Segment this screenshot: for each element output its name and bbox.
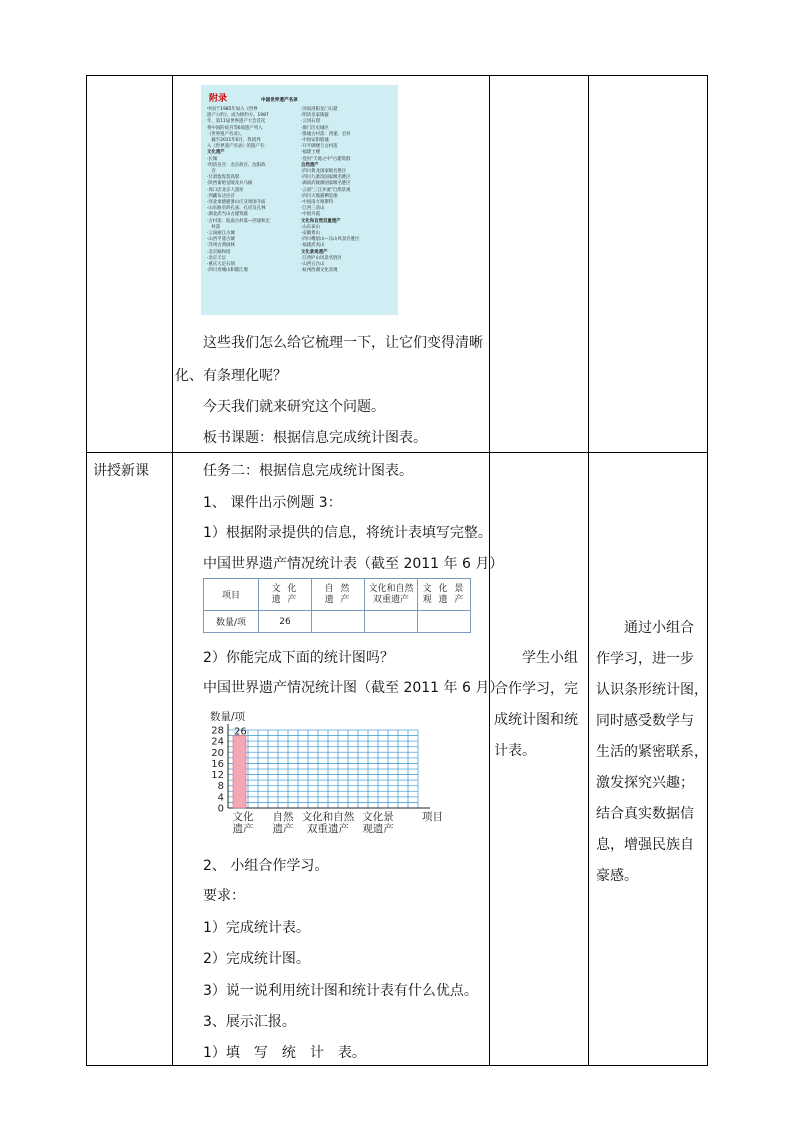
- appendix-image: [201, 85, 398, 315]
- y-tick-label: 24: [211, 736, 224, 748]
- appendix-line: ·四川大熊猫栖息地: [301, 193, 338, 199]
- y-tick-label: 28: [211, 725, 224, 737]
- requirement-2: 2）完成统计图。: [203, 951, 310, 967]
- appendix-line: ·云冈石窟: [301, 119, 320, 125]
- appendix-line: ·明清皇宫：北京故宫、沈阳故: [207, 162, 266, 168]
- section-label: 讲授新课: [93, 463, 149, 479]
- appendix-line: 将中国的故宫等6项遗产列入: [207, 125, 263, 131]
- appendix-line: ·山西五台山: [301, 262, 325, 268]
- x-tick-label: 自然: [272, 811, 294, 823]
- table-divider-1: [172, 75, 173, 1066]
- appendix-line: ·澳门历史城区: [301, 125, 329, 131]
- appendix-line: 入《世界遗产名录》的遗产有：: [207, 144, 269, 150]
- y-tick-label: 16: [211, 758, 224, 770]
- appendix-line: ·福建武夷山: [301, 243, 325, 249]
- appendix-line: ·山东泰山: [301, 224, 320, 230]
- step-2: 2、 小组合作学习。: [203, 858, 329, 874]
- appendix-line: 自然遗产: [301, 162, 319, 168]
- appendix-line: ·北京天坛: [207, 255, 226, 261]
- appendix-line: 文化遗产: [207, 150, 225, 156]
- design-intent-line: 息，增强民族自: [596, 837, 694, 853]
- y-tick-label: 12: [211, 770, 224, 782]
- task-title: 任务二：根据信息完成统计图表。: [203, 463, 413, 479]
- appendix-line: ·江西庐山风景名胜区: [301, 255, 342, 261]
- table-border-bottom: [86, 1065, 708, 1066]
- appendix-line: ·苏州古典园林: [207, 243, 235, 249]
- stat-cell-natural[interactable]: [312, 611, 365, 633]
- appendix-line: ·江西三清山: [301, 206, 325, 212]
- stat-head-landscape: 文 化 景 观 遗 产: [418, 579, 471, 611]
- appendix-label: 附录: [209, 94, 228, 104]
- stat-cell-mixed[interactable]: [365, 611, 418, 633]
- chart-title: 中国世界遗产情况统计图（截至 2011 年 6 月）: [203, 680, 504, 696]
- appendix-line: ·安徽黄山: [301, 231, 320, 237]
- appendix-line: ·河南洛阳龙门石窟: [301, 107, 338, 112]
- step-1: 1、 课件出示例题 3：: [203, 495, 342, 511]
- appendix-line: 截至2011年6月，我国列: [207, 138, 261, 144]
- appendix-line: ·山西平遥古城: [207, 237, 235, 243]
- table-row-divider: [86, 452, 708, 453]
- student-activity-line: 计表。: [494, 743, 536, 759]
- student-activity-line: 学生小组: [522, 650, 578, 666]
- appendix-line: ·周口店北京人遗址: [207, 187, 244, 193]
- appendix-line: ·云南丽江古城: [207, 231, 235, 237]
- y-tick-label: 20: [211, 747, 224, 759]
- question-1: 1）根据附录提供的信息，将统计表填写完整。: [203, 525, 492, 541]
- question-2: 2）你能完成下面的统计图吗？: [203, 650, 394, 666]
- data-label: 26: [234, 726, 247, 738]
- appendix-line: ·湖北武当山古建筑群: [207, 212, 248, 218]
- design-intent-line: 通过小组合: [624, 620, 694, 636]
- x-tick-label: 双重遗产: [307, 823, 349, 835]
- appendix-line: ·四川青城山和都江堰: [207, 268, 248, 274]
- intro-line-1: 这些我们怎么给它梳理一下，让它们变得清晰: [203, 335, 483, 351]
- appendix-line: ·开平碉楼与古村落: [301, 144, 338, 150]
- stat-head-cultural: 文 化 遗 产: [259, 579, 312, 611]
- stat-cell-landscape[interactable]: [418, 611, 471, 633]
- appendix-line: ·中国丹霞: [301, 212, 320, 218]
- y-axis-label: 数量/项: [210, 711, 246, 723]
- requirement-label: 要求：: [203, 888, 245, 904]
- design-intent-line: 豪感。: [596, 868, 638, 884]
- y-tick-label: 0: [217, 803, 224, 815]
- heritage-bar-chart: [200, 700, 450, 840]
- design-intent: [596, 613, 708, 892]
- table-border-top: [86, 75, 708, 76]
- table-border-left: [86, 75, 87, 1066]
- appendix-line: ·登封"天地之中"古建筑群: [301, 156, 351, 162]
- appendix-line: 宫: [207, 169, 216, 175]
- table-border-right: [707, 75, 708, 1066]
- requirement-3: 3）说一说利用统计图和统计表有什么优点。: [203, 983, 478, 999]
- appendix-line: ·甘肃敦煌莫高窟: [207, 175, 240, 181]
- appendix-line: ·河北承德避暑山庄及周围寺庙: [207, 200, 266, 206]
- intro-line-4: 板书课题：根据信息完成统计图表。: [203, 430, 427, 446]
- student-activity-line: 成统计图和统: [494, 712, 578, 728]
- design-intent-line: 作学习，进一步: [596, 651, 694, 667]
- fill-table-step: 1）填 写 统 计 表。: [203, 1045, 366, 1061]
- x-tick-label: 文化景: [362, 811, 394, 823]
- x-axis-label: 项目: [422, 811, 443, 823]
- appendix-line: ·云南"三江并流"自然景观: [301, 187, 351, 193]
- y-tick-label: 8: [217, 781, 224, 793]
- stat-head-item: 项目: [204, 579, 259, 611]
- x-tick-label: 遗产: [272, 823, 294, 835]
- appendix-line: ·杭州西湖文化景观: [301, 268, 338, 274]
- appendix-line: ·北京颐和园: [207, 249, 231, 255]
- appendix-line: ·四川黄龙国家级名胜区: [301, 169, 347, 175]
- stat-head-mixed: 文化和自然 双重遗产: [365, 579, 418, 611]
- appendix-line: ·陕西秦始皇陵及兵马俑: [207, 181, 253, 187]
- design-intent-line: 生活的紧密联系，: [596, 744, 708, 760]
- design-intent-line: 激发探究兴趣；: [596, 775, 694, 791]
- appendix-line: 《世界遗产名录》。: [207, 131, 245, 137]
- appendix-column-2: [301, 107, 359, 274]
- x-tick-label: 观遗产: [362, 823, 394, 835]
- student-activity-line: 合作学习，完: [494, 681, 578, 697]
- design-intent-line: 同时感受数学与: [596, 713, 694, 729]
- appendix-line: 文化景观遗产: [301, 249, 328, 255]
- appendix-line: ·四川九寨沟国家级名胜区: [301, 175, 351, 181]
- appendix-line: ·中国安阳殷墟: [301, 138, 329, 144]
- design-intent-line: 结合真实数据信: [596, 806, 694, 822]
- appendix-line: ·古村落：皖南古村落—西递和宏: [207, 218, 270, 224]
- appendix-line: ·明清皇家陵寝: [301, 113, 329, 119]
- appendix-line: ·重庆大足石刻: [207, 262, 235, 268]
- appendix-line: ·湖南武陵源国家级名胜区: [301, 181, 351, 187]
- intro-line-2: 化、有条理化呢？: [175, 368, 287, 384]
- student-activity: [494, 643, 586, 767]
- step-3: 3、展示汇报。: [203, 1014, 296, 1030]
- stat-cell-cultural[interactable]: 26: [259, 611, 312, 633]
- appendix-line: 文化和自然双重遗产: [301, 218, 341, 224]
- intro-line-3: 今天我们就来研究这个问题。: [203, 399, 385, 415]
- x-tick-label: 遗产: [232, 823, 254, 835]
- y-tick-label: 4: [217, 792, 224, 804]
- appendix-line: ·山东曲阜的孔庙、孔府及孔林: [207, 206, 266, 212]
- appendix-line: 年，第11届世界遗产大会首次: [207, 119, 266, 125]
- stat-table-title: 中国世界遗产情况统计表（截至 2011 年 6 月）: [203, 556, 504, 572]
- appendix-line: ·中国南方喀斯特: [301, 200, 334, 206]
- appendix-line: ·四川峨眉山—乐山风景名胜区: [301, 237, 360, 243]
- stat-head-natural: 自 然 遗 产: [312, 579, 365, 611]
- appendix-line: 遗产公约》，成为缔约方。1987: [207, 113, 269, 119]
- stat-row-label: 数量/项: [204, 611, 259, 633]
- appendix-line: 村落: [207, 224, 221, 230]
- appendix-column-1: [207, 107, 270, 274]
- heritage-stat-table: [203, 578, 471, 633]
- appendix-line: ·长城: [207, 156, 218, 162]
- appendix-line: 中国于1985年加入《世界: [207, 107, 258, 112]
- appendix-line: ·福建土楼: [301, 150, 320, 156]
- appendix-title: 中国世界遗产名录: [261, 98, 298, 103]
- x-tick-label: 文化和自然: [301, 811, 355, 823]
- requirement-1: 1）完成统计表。: [203, 920, 310, 936]
- appendix-line: ·殷墟古村落：西递、宏村: [301, 131, 351, 137]
- design-intent-line: 认识条形统计图，: [596, 682, 708, 698]
- bar: [233, 736, 246, 808]
- table-divider-3: [588, 75, 589, 1066]
- x-tick-label: 文化: [232, 811, 254, 823]
- appendix-line: ·西藏布达拉宫: [207, 193, 235, 199]
